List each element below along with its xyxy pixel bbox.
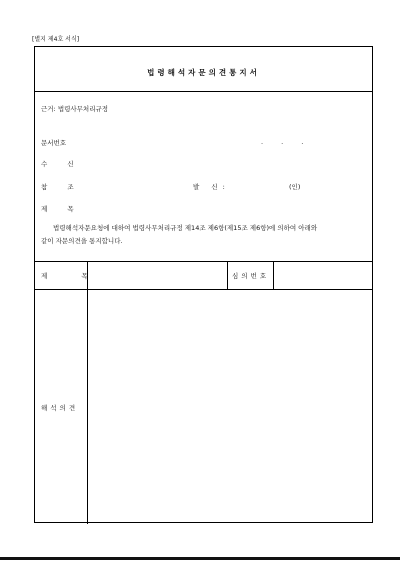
body-text-line1: 법령해석자문요청에 대하여 법령사무처리규정 제14조 제6항(제15조 제6항)에 의하여 아래와 — [53, 224, 318, 232]
table-header-border — [35, 289, 372, 290]
body-text-line2: 같이 자문의견을 통지합니다. — [41, 237, 123, 245]
seal-label: (인) — [289, 183, 301, 191]
table-top-border — [35, 261, 372, 262]
interpretation-opinion-label: 해석의견 — [41, 404, 79, 412]
table-review-label-divider-left — [227, 261, 228, 289]
form-number-label: [별지 제4호 서식] — [32, 36, 80, 43]
table-left-column-divider — [87, 261, 88, 524]
title-divider — [35, 91, 372, 92]
review-number-label: 심의번호 — [232, 272, 270, 280]
sender-label: 발 신: — [193, 183, 230, 191]
doc-number-label: 문서번호 — [41, 139, 67, 147]
form-frame — [34, 46, 373, 523]
document-title: 법령해석자문의견통지서 — [147, 68, 260, 77]
basis-text: 근거: 법령사무처리규정 — [41, 105, 109, 113]
reference-label: 참 조 — [41, 183, 83, 191]
subject-label: 제 목 — [41, 205, 83, 213]
doc-number-value: . . . — [261, 138, 312, 146]
recipient-label: 수 신 — [41, 160, 83, 168]
bottom-border-bar — [0, 557, 400, 560]
table-review-label-divider-right — [273, 261, 274, 289]
table-subject-label: 제 목 — [41, 272, 104, 280]
